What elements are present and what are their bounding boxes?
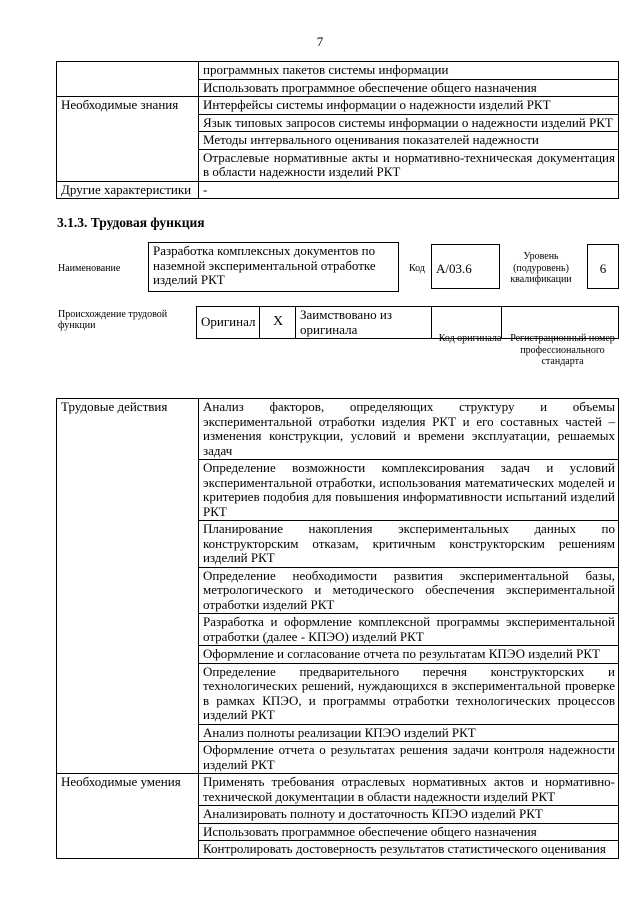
table-cell: Интерфейсы системы информации о надежности изделий РКТ bbox=[199, 97, 619, 115]
table-cell: Планирование накопления экспериментальных данных по конструкторским отказам, критичным конструкторским решениям изделий РКТ bbox=[199, 521, 619, 568]
table-cell: Разработка и оформление комплексной программы экспериментальной отработки (далее - КПЭО) изделий РКТ bbox=[199, 614, 619, 646]
table-cell: Анализировать полноту и достаточность КПЭО изделий РКТ bbox=[199, 806, 619, 824]
row-label: Другие характеристики bbox=[57, 181, 199, 199]
table-cell: Контролировать достоверность результатов статистического оценивания bbox=[199, 841, 619, 859]
page-number: 7 bbox=[316, 34, 324, 49]
name-label: Наименование bbox=[58, 263, 121, 274]
row-label bbox=[57, 62, 199, 97]
table-cell: Анализ полноты реализации КПЭО изделий РКТ bbox=[199, 724, 619, 742]
labor-actions-table bbox=[56, 398, 619, 859]
table-cell: Использовать программное обеспечение общего назначения bbox=[199, 823, 619, 841]
table-cell: Использовать программное обеспечение общего назначения bbox=[199, 79, 619, 97]
knowledge-table bbox=[56, 61, 619, 199]
row-label: Трудовые действия bbox=[57, 399, 199, 774]
table-row bbox=[57, 774, 619, 806]
table-row bbox=[57, 399, 619, 460]
table-cell: Применять требования отраслевых нормативных актов и нормативно-технической документации в области надежности изделий РКТ bbox=[199, 774, 619, 806]
original-mark: X bbox=[260, 307, 296, 339]
caption-reg-number: Регистрационный номер профессионального стандарта bbox=[510, 333, 615, 367]
section-heading: 3.1.3. Трудовая функция bbox=[57, 215, 205, 230]
caption-code: Код оригинала bbox=[438, 333, 502, 344]
table-row bbox=[57, 97, 619, 115]
borrowed-label: Заимствовано из оригинала bbox=[296, 307, 432, 339]
code-value: А/03.6 bbox=[431, 244, 500, 289]
origin-label: Происхождение трудовой функции bbox=[58, 309, 168, 331]
table-cell: Оформление и согласование отчета по результатам КПЭО изделий РКТ bbox=[199, 646, 619, 664]
table-cell: Определение возможности комплексирования задач и условий экспериментальной отработки, использования математических моделей и критериев подобия для повышения информативности испытаний изделий РКТ bbox=[199, 460, 619, 521]
row-label: Необходимые знания bbox=[57, 97, 199, 182]
table-cell: Язык типовых запросов системы информации о надежности изделий РКТ bbox=[199, 114, 619, 132]
table-cell: Методы интервального оценивания показателей надежности bbox=[199, 132, 619, 150]
level-value: 6 bbox=[587, 244, 619, 289]
table-row bbox=[57, 62, 619, 80]
level-label: Уровень (подуровень) квалификации bbox=[510, 251, 572, 285]
original-label: Оригинал bbox=[197, 307, 260, 339]
table-row bbox=[57, 181, 619, 199]
table-cell: Определение предварительного перечня конструкторских и технологических решений, нуждающихся в экспериментальной проверке в рамках КПЭО, и программы отработки технологических процессов изделий РКТ bbox=[199, 663, 619, 724]
name-value: Разработка комплексных документов по наземной экспериментальной отработке изделий РКТ bbox=[148, 242, 399, 292]
table-cell: Анализ факторов, определяющих структуру и объемы экспериментальной отработки изделия РКТ и его составных частей – изменения конструкции, условий и времени эксплуатации, решаемых задач bbox=[199, 399, 619, 460]
row-label: Необходимые умения bbox=[57, 774, 199, 859]
table-cell: Отраслевые нормативные акты и нормативно-техническая документация в области надежности изделий РКТ bbox=[199, 149, 619, 181]
table-cell: программных пакетов системы информации bbox=[199, 62, 619, 80]
table-cell: - bbox=[199, 181, 619, 199]
code-label: Код bbox=[409, 263, 425, 274]
table-cell: Оформление отчета о результатах решения задачи контроля надежности изделий РКТ bbox=[199, 742, 619, 774]
table-cell: Определение необходимости развития экспериментальной базы, метрологического и методического обеспечения экспериментальной отработки изделий РКТ bbox=[199, 567, 619, 614]
